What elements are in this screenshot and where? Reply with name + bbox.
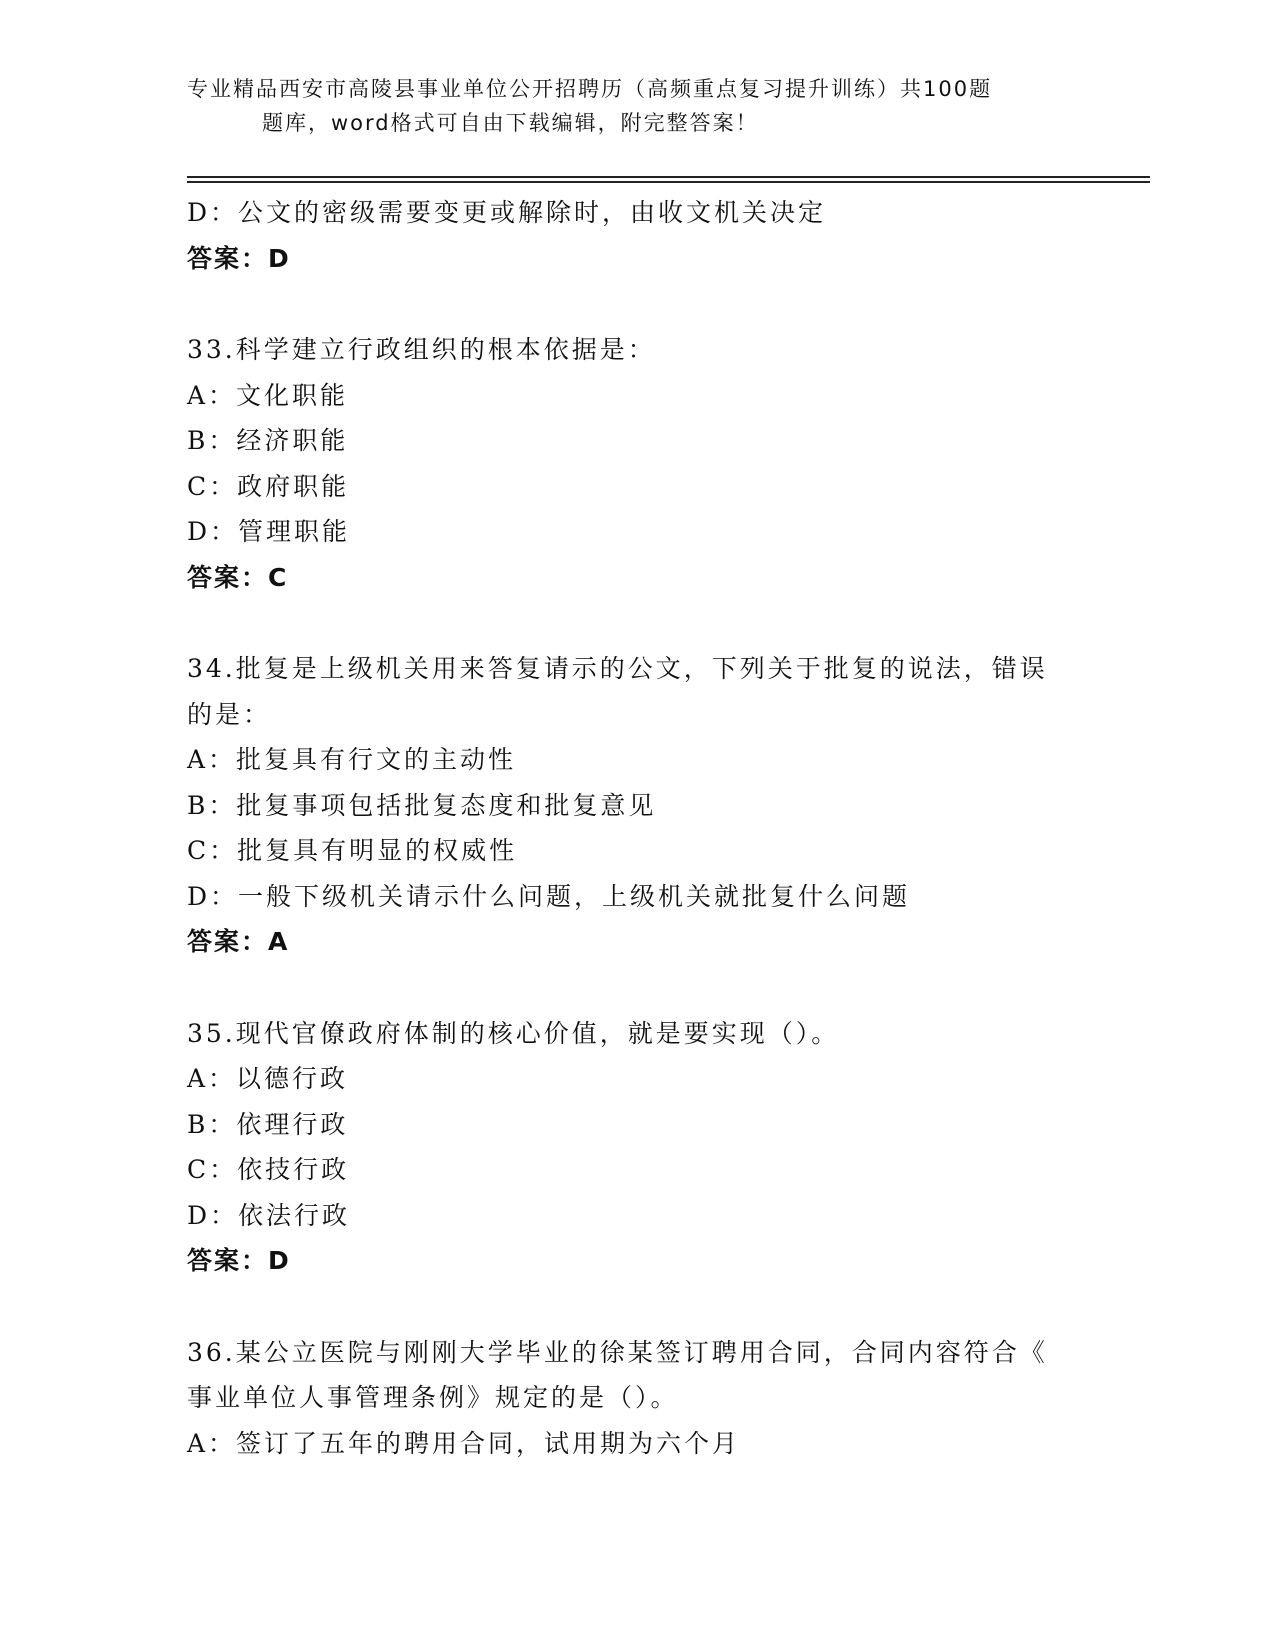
answer-line: 答案：C [187, 562, 289, 592]
question-spacer [187, 281, 1087, 327]
answer-line: 答案：D [187, 243, 291, 273]
question-block [187, 1330, 1087, 1467]
header-divider [187, 176, 1150, 178]
question-line: C：批复具有明显的权威性 [187, 836, 518, 865]
question-line: C：依技行政 [187, 1155, 350, 1184]
question-line: B：批复事项包括批复态度和批复意见 [187, 790, 657, 820]
question-line: D：公文的密级需要变更或解除时，由收文机关决定 [187, 198, 827, 227]
question-line: C：政府职能 [187, 471, 350, 501]
answer-line: 答案：A [187, 927, 290, 956]
question-spacer [187, 965, 1087, 1011]
question-line: 事业单位人事管理条例》规定的是（）。 [187, 1383, 679, 1412]
question-line: D：一般下级机关请示什么问题，上级机关就批复什么问题 [187, 881, 911, 911]
question-spacer [187, 600, 1087, 646]
question-line: 34.批复是上级机关用来答复请示的公文，下列关于批复的说法，错误 [187, 654, 1048, 683]
question-block [187, 327, 1087, 600]
header-divider [187, 181, 1150, 183]
document-body [187, 190, 1087, 1466]
question-line: D：管理职能 [187, 517, 351, 546]
question-line: 35.现代官僚政府体制的核心价值，就是要实现（）。 [187, 1018, 840, 1048]
question-block [187, 646, 1087, 965]
question-line: B：依理行政 [187, 1109, 349, 1139]
document-header [187, 72, 1087, 140]
question-block [187, 190, 1087, 281]
question-line: D：依法行政 [187, 1200, 351, 1230]
question-spacer [187, 1284, 1087, 1330]
header-title-line-1: 专业精品西安市高陵县事业单位公开招聘历（高频重点复习提升训练）共100题 [187, 77, 993, 101]
answer-line: 答案：D [187, 1246, 291, 1275]
question-line: 36.某公立医院与刚刚大学毕业的徐某签订聘用合同，合同内容符合《 [187, 1337, 1048, 1367]
question-line: A：以德行政 [187, 1064, 349, 1093]
question-line: 33.科学建立行政组织的根本依据是： [187, 335, 656, 364]
question-line: A：签订了五年的聘用合同，试用期为六个月 [187, 1428, 741, 1458]
question-line: 的是： [187, 699, 272, 729]
question-block [187, 1011, 1087, 1284]
question-line: A：文化职能 [187, 380, 349, 410]
header-title-line-2: 题库，word格式可自由下载编辑，附完整答案！ [262, 111, 759, 135]
question-line: B：经济职能 [187, 426, 349, 455]
question-line: A：批复具有行文的主动性 [187, 745, 517, 774]
